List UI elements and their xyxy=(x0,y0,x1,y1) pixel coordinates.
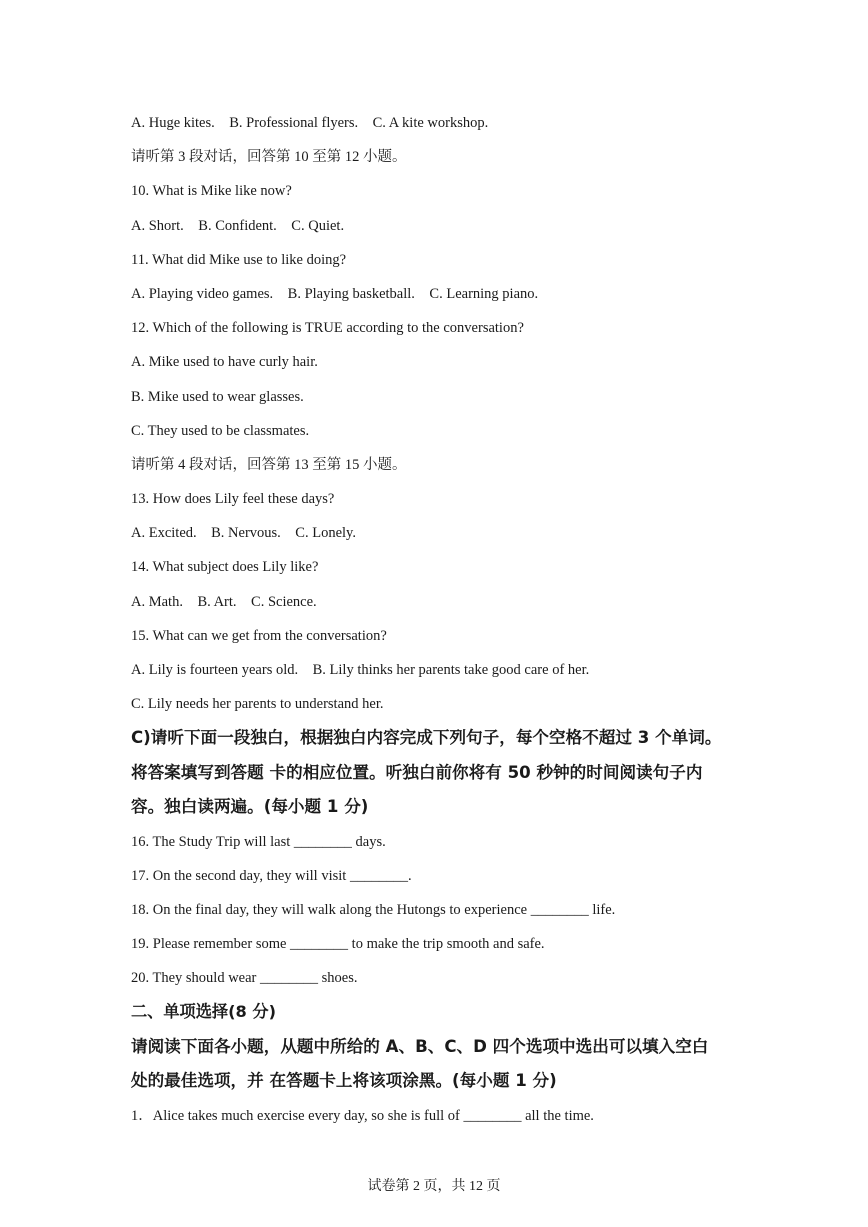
q13-question: 13. How does Lily feel these days? xyxy=(131,491,335,508)
q10-question: 10. What is Mike like now? xyxy=(131,183,292,200)
q12-option-c: C. They used to be classmates. xyxy=(131,422,310,439)
dialogue-4-instruction: 请听第 4 段对话，回答第 13 至第 15 小题。 xyxy=(131,456,407,473)
section-c-instruction-line-1: C)请听下面一段独白，根据独白内容完成下列句子，每个空格不超过 3 个单词。 xyxy=(131,728,722,748)
section-c-instruction-line-2: 将答案填写到答题 卡的相应位置。听独白前你将有 50 秒钟的时间阅读句子内 xyxy=(131,762,703,782)
page-footer: 试卷第 2 页，共 12 页 xyxy=(367,1179,501,1194)
q14-question: 14. What subject does Lily like? xyxy=(131,559,319,576)
q11-question: 11. What did Mike use to like doing? xyxy=(131,251,347,268)
section-2-instruction-line-1: 请阅读下面各小题，从题中所给的 A、B、C、D 四个选项中选出可以填入空白 xyxy=(131,1036,709,1056)
section-c-instruction-line-3: 容。独白读两遍。(每小题 1 分) xyxy=(131,797,369,817)
q10-options: A. Short. B. Confident. C. Quiet. xyxy=(131,217,345,234)
section-2-heading: 二、单项选择(8 分) xyxy=(131,1002,277,1022)
q15-option-c: C. Lily needs her parents to understand her. xyxy=(131,696,384,713)
mc-q1-sentence: 1．Alice takes much exercise every day, so she is full of ________ all the time. xyxy=(131,1107,594,1124)
exam-page-content xyxy=(131,106,791,1133)
q12-option-a: A. Mike used to have curly hair. xyxy=(131,354,318,371)
section-2-instruction-line-2: 处的最佳选项，并 在答题卡上将该项涂黑。(每小题 1 分) xyxy=(131,1071,557,1091)
q14-options: A. Math. B. Art. C. Science. xyxy=(131,593,317,610)
q12-question: 12. Which of the following is TRUE according to the conversation? xyxy=(131,320,524,337)
q11-options: A. Playing video games. B. Playing basketball. C. Learning piano. xyxy=(131,285,539,302)
q18-sentence: 18. On the final day, they will walk along the Hutongs to experience ________ life. xyxy=(131,901,616,918)
q12-option-b: B. Mike used to wear glasses. xyxy=(131,388,304,405)
q9-options: A. Huge kites. B. Professional flyers. C. A kite workshop. xyxy=(131,115,489,131)
q17-sentence: 17. On the second day, they will visit ________. xyxy=(131,867,412,884)
q19-sentence: 19. Please remember some ________ to make the trip smooth and safe. xyxy=(131,936,545,953)
q15-question: 15. What can we get from the conversation? xyxy=(131,627,387,644)
q13-options: A. Excited. B. Nervous. C. Lonely. xyxy=(131,525,356,542)
q15-options-ab: A. Lily is fourteen years old. B. Lily thinks her parents take good care of her. xyxy=(131,662,590,678)
q16-sentence: 16. The Study Trip will last ________ days. xyxy=(131,833,386,850)
dialogue-3-instruction: 请听第 3 段对话，回答第 10 至第 12 小题。 xyxy=(131,149,407,166)
q20-sentence: 20. They should wear ________ shoes. xyxy=(131,970,358,987)
